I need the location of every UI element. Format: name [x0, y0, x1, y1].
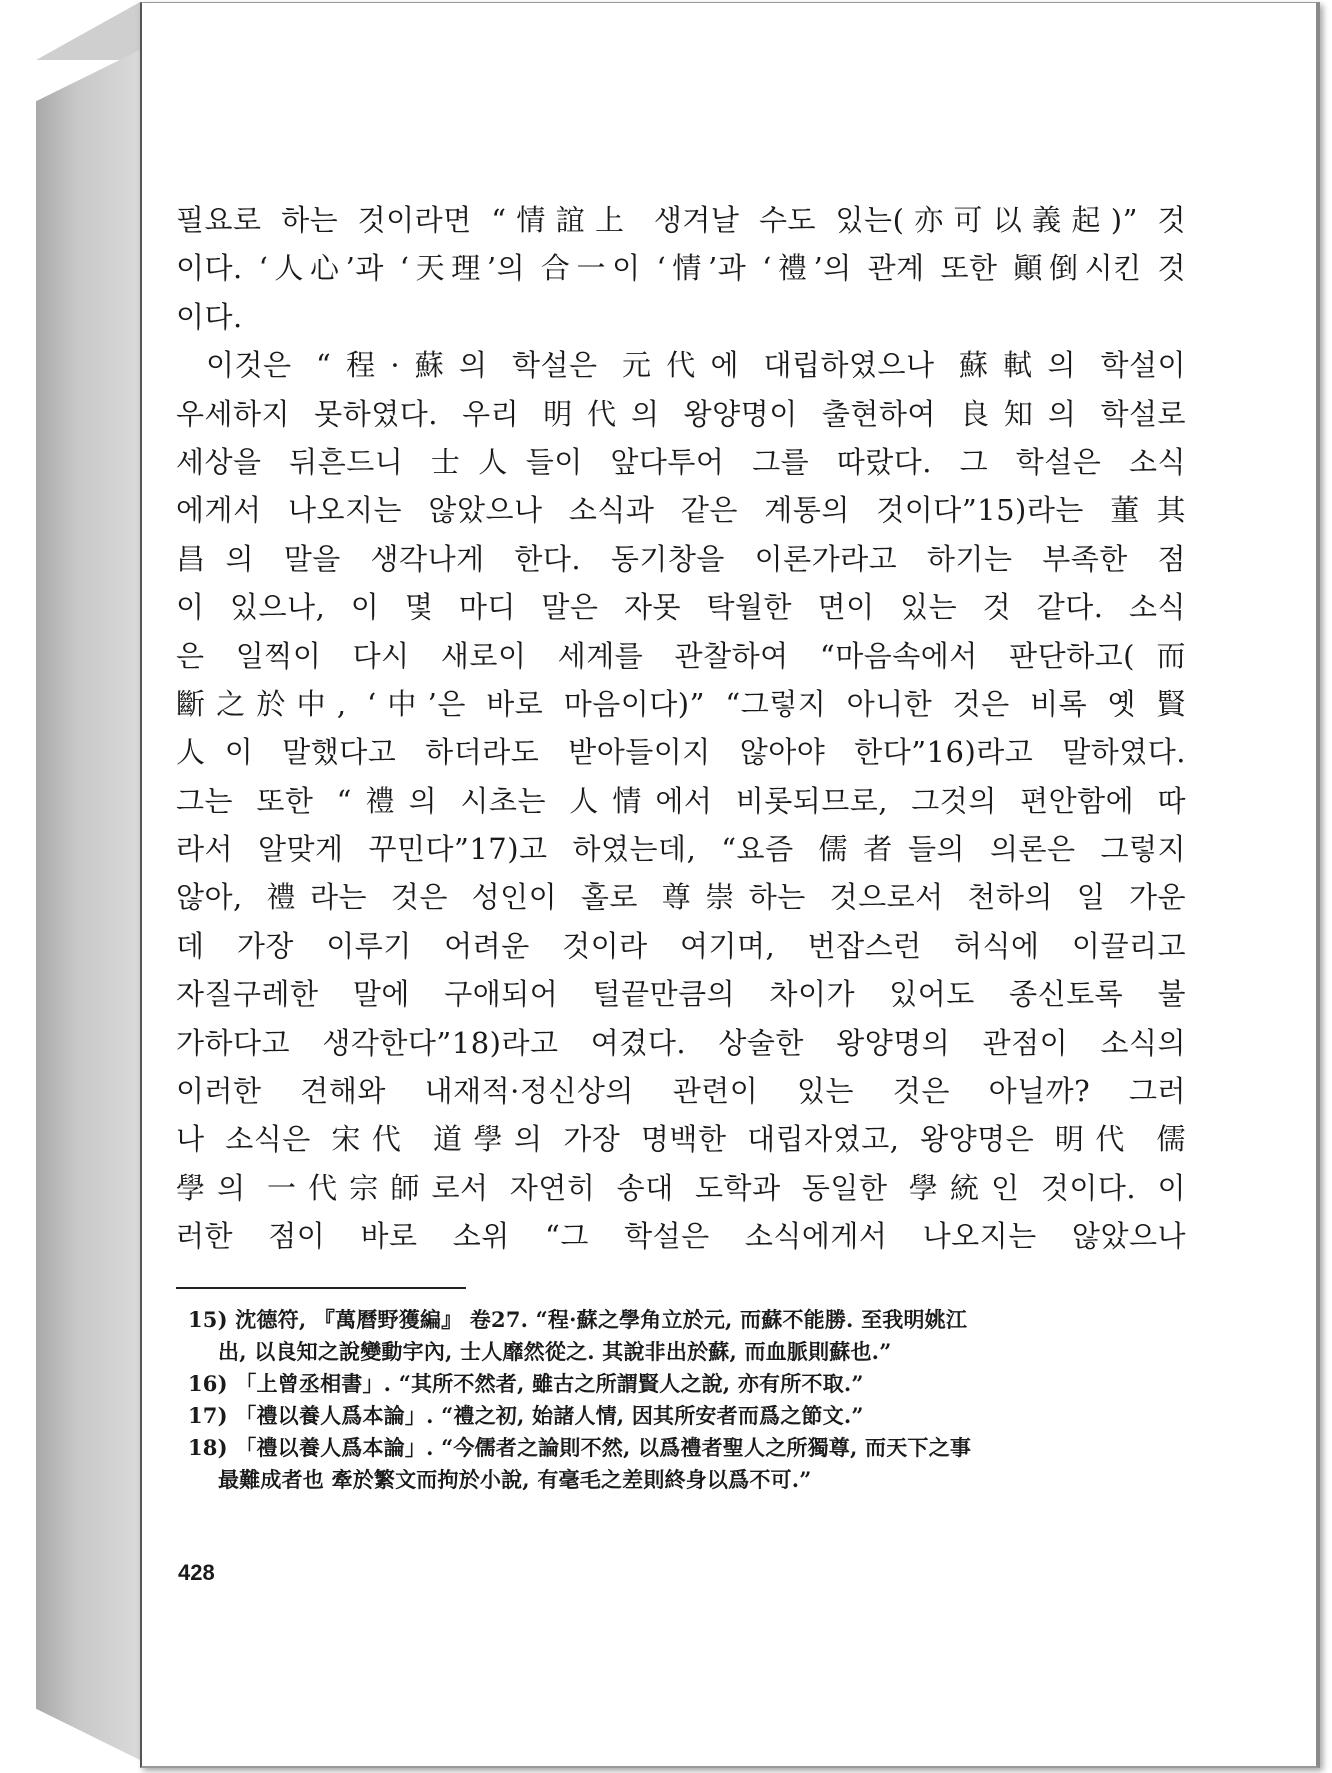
footnote-17: 17) 「禮以養人爲本論」. “禮之初, 始諸人情, 因其所安者而爲之節文.”	[188, 1403, 864, 1428]
body-line: 에게서 나오지는 않았으나 소식과 같은 계통의 것이다”15)라는 董其	[176, 493, 1186, 528]
body-line: 은 일찍이 다시 새로이 세계를 관찰하여 “마음속에서 판단하고(而	[176, 638, 1186, 673]
body-line: 세상을 뒤흔드니 士人들이 앞다투어 그를 따랐다. 그 학설은 소식	[176, 444, 1186, 479]
body-line: 斷之於中, ‘中’은 바로 마음이다)” “그렇지 아니한 것은 비록 옛 賢	[176, 686, 1186, 721]
body-line: 나 소식은 宋代 道學의 가장 명백한 대립자였고, 왕양명은 明代 儒	[176, 1122, 1186, 1157]
footnote-15-cont: 出, 以良知之說變動宇內, 士人靡然從之. 其說非出於蘇, 而血脈則蘇也.”	[218, 1339, 892, 1364]
body-line: 昌의 말을 생각나게 한다. 동기창을 이론가라고 하기는 부족한 점	[176, 541, 1186, 576]
footnote-16: 16) 「上曾丞相書」. “其所不然者, 雖古之所謂賢人之說, 亦有所不取.”	[188, 1371, 864, 1396]
body-line: 이다. ‘人心’과 ‘天理’의 合一이 ‘情’과 ‘禮’의 관계 또한 顚倒시킨 것	[176, 251, 1186, 286]
footnote-15: 15) 沈德符, 『萬曆野獲編』 卷27. “程·蘇之學角立於元, 而蘇不能勝. 至我明姚江	[188, 1307, 968, 1332]
body-line: 이것은 “程·蘇의 학설은 元代에 대립하였으나 蘇軾의 학설이	[206, 348, 1186, 383]
footnote-18-cont: 最難成者也 牽於繁文而拘於小說, 有毫毛之差則終身以爲不可.”	[218, 1467, 812, 1492]
footnotes	[188, 1304, 1188, 1496]
body-line: 필요로 하는 것이라면 “情誼上 생겨날 수도 있는(亦可以義起)” 것	[176, 203, 1186, 237]
body-line: 그는 또한 “禮의 시초는 人情에서 비롯되므로, 그것의 편안함에 따	[176, 783, 1186, 818]
body-line: 러한 점이 바로 소위 “그 학설은 소식에게서 나오지는 않았으나	[176, 1219, 1186, 1254]
body-line: 人이 말했다고 하더라도 받아들이지 않아야 한다”16)라고 말하였다.	[176, 735, 1186, 770]
body-line: 學의 一代宗師로서 자연히 송대 도학과 동일한 學統인 것이다. 이	[176, 1170, 1186, 1205]
body-line: 않아, 禮라는 것은 성인이 홀로 尊崇하는 것으로서 천하의 일 가운	[176, 880, 1186, 915]
body-line: 가하다고 생각한다”18)라고 여겼다. 상술한 왕양명의 관점이 소식의	[176, 1025, 1186, 1060]
body-line: 이 있으나, 이 몇 마디 말은 자못 탁월한 면이 있는 것 같다. 소식	[176, 590, 1186, 625]
body-line: 우세하지 못하였다. 우리 明代의 왕양명이 출현하여 良知의 학설로	[176, 396, 1186, 431]
page-number: 428	[178, 1560, 215, 1585]
body-text	[176, 196, 1186, 1261]
book-top-edge	[36, 2, 140, 60]
footnote-divider	[176, 1287, 466, 1289]
body-line: 라서 알맞게 꾸민다”17)고 하였는데, “요즘 儒者들의 의론은 그렇지	[176, 832, 1186, 867]
book-spine	[36, 50, 140, 1760]
body-line: 데 가장 이루기 어려운 것이라 여기며, 번잡스런 허식에 이끌리고	[176, 928, 1186, 963]
footnote-18: 18) 「禮以養人爲本論」. “今儒者之論則不然, 以爲禮者聖人之所獨尊, 而天下之事	[188, 1435, 972, 1460]
body-line: 이러한 견해와 내재적·정신상의 관련이 있는 것은 아닐까? 그러	[176, 1074, 1186, 1109]
body-line: 자질구레한 말에 구애되어 털끝만큼의 차이가 있어도 종신토록 불	[176, 977, 1186, 1012]
body-line: 이다.	[176, 299, 243, 334]
